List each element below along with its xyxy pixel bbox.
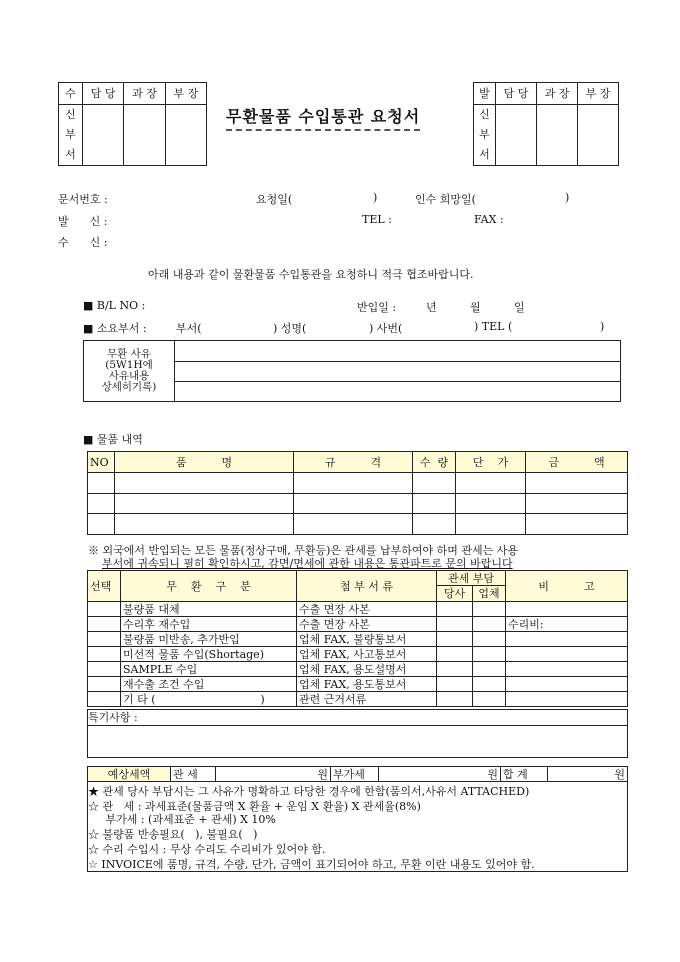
col-manager: 과 장 bbox=[537, 83, 578, 105]
type-cell: 불량품 미반송, 추가반입 bbox=[121, 632, 297, 647]
remark-cell[interactable] bbox=[506, 632, 628, 647]
paren: ) bbox=[565, 191, 570, 204]
select-cell[interactable] bbox=[88, 647, 121, 662]
sign-cell[interactable] bbox=[537, 105, 578, 166]
notice-line-1: ※ 외국에서 반입되는 모든 물품(정상구매, 무환등)은 관세를 납부하여야 하며 관세는 사용 bbox=[88, 544, 518, 557]
select-cell[interactable] bbox=[88, 677, 121, 692]
cell[interactable] bbox=[115, 494, 294, 514]
reason-line[interactable] bbox=[175, 341, 621, 362]
select-cell[interactable] bbox=[88, 632, 121, 647]
docs-cell: 업체 FAX, 사고통보서 bbox=[297, 647, 437, 662]
duty-label: 관 세 bbox=[171, 767, 216, 782]
sign-cell[interactable] bbox=[578, 105, 619, 166]
cell[interactable] bbox=[88, 514, 115, 535]
name-field-label: ) 성명( bbox=[273, 322, 307, 335]
receiver-label: 수 신 : bbox=[58, 236, 108, 249]
type-cell: 재수출 조건 수입 bbox=[121, 677, 297, 692]
special-notes-box[interactable] bbox=[87, 709, 628, 758]
cell[interactable] bbox=[115, 473, 294, 494]
notes-box bbox=[87, 781, 628, 872]
duty-ours-cell[interactable] bbox=[437, 647, 473, 662]
sign-cell[interactable] bbox=[165, 105, 206, 166]
table-row bbox=[88, 602, 628, 617]
vat-label: 부가세 bbox=[331, 767, 379, 782]
bl-no-label: ■ B/L NO : bbox=[83, 299, 146, 312]
note-line: ★ 관세 당사 부담시는 그 사유가 명확하고 타당한 경우에 한함(품의서,사유서 ATTACHED) bbox=[88, 785, 530, 798]
items-heading: ■ 물품 내역 bbox=[83, 433, 143, 446]
col-amount: 금 액 bbox=[526, 452, 628, 473]
sender-label: 발 신 : bbox=[58, 215, 108, 228]
table-row bbox=[88, 677, 628, 692]
reason-line[interactable] bbox=[175, 362, 621, 382]
col-director: 부 장 bbox=[165, 83, 206, 105]
duty-vendor-cell[interactable] bbox=[473, 617, 506, 632]
cell[interactable] bbox=[294, 514, 413, 535]
col-staff: 담 당 bbox=[496, 83, 537, 105]
note-line: ☆ 수리 수입시 : 무상 수리도 수리비가 있어야 함. bbox=[88, 843, 326, 856]
desired-date-label: 인수 희망일( bbox=[415, 193, 476, 206]
col-duty: 관세 부담 bbox=[437, 571, 506, 586]
reason-box bbox=[83, 340, 621, 402]
duty-ours-cell[interactable] bbox=[437, 692, 473, 707]
reason-line[interactable] bbox=[175, 382, 621, 402]
select-cell[interactable] bbox=[88, 662, 121, 677]
type-cell: SAMPLE 수입 bbox=[121, 662, 297, 677]
approval-box-receiver bbox=[58, 82, 207, 166]
month-label: 월 bbox=[470, 301, 481, 314]
duty-vendor-cell[interactable] bbox=[473, 677, 506, 692]
duty-ours-cell[interactable] bbox=[437, 602, 473, 617]
cell[interactable] bbox=[115, 514, 294, 535]
page-title: 무환물품 수입통관 요청서 bbox=[226, 104, 420, 131]
intro-text: 아래 내용과 같이 물환물품 수입통관을 요청하니 적극 협조바랍니다. bbox=[148, 268, 474, 281]
col-remark: 비 고 bbox=[506, 571, 628, 602]
reason-label: 무환 사유 (5W1H에 사유내용 상세히기록) bbox=[84, 341, 175, 402]
remark-cell[interactable]: 수리비: bbox=[506, 617, 628, 632]
col-type: 무 환 구 분 bbox=[121, 571, 297, 602]
col-duty-ours: 당사 bbox=[437, 586, 473, 602]
docs-cell: 관련 근거서류 bbox=[297, 692, 437, 707]
duty-ours-cell[interactable] bbox=[437, 632, 473, 647]
total-label: 합 계 bbox=[501, 767, 548, 782]
side-label: 신 부 서 bbox=[59, 105, 83, 166]
table-row bbox=[88, 632, 628, 647]
type-cell: 불량품 대체 bbox=[121, 602, 297, 617]
approval-box-sender bbox=[473, 82, 619, 166]
docs-cell: 수출 면장 사본 bbox=[297, 602, 437, 617]
select-cell[interactable] bbox=[88, 602, 121, 617]
sign-cell[interactable] bbox=[124, 105, 165, 166]
duty-ours-cell[interactable] bbox=[437, 617, 473, 632]
items-table bbox=[87, 451, 628, 535]
cell[interactable] bbox=[456, 514, 526, 535]
dept-tel-label: ) TEL ( bbox=[474, 320, 513, 333]
dept-field-label: 부서( bbox=[176, 322, 202, 335]
col-qty: 수 량 bbox=[413, 452, 456, 473]
col-price: 단 가 bbox=[456, 452, 526, 473]
remark-cell[interactable] bbox=[506, 692, 628, 707]
docs-cell: 업체 FAX, 용도통보서 bbox=[297, 677, 437, 692]
doc-no-label: 문서번호 : bbox=[58, 193, 108, 206]
duty-value[interactable]: 원 bbox=[216, 767, 331, 782]
col-duty-vendor: 업체 bbox=[473, 586, 506, 602]
import-type-table bbox=[87, 570, 628, 707]
special-notes-label: 특기사항 : bbox=[88, 710, 627, 726]
col-director: 부 장 bbox=[578, 83, 619, 105]
docs-cell: 수출 면장 사본 bbox=[297, 617, 437, 632]
remark-cell[interactable] bbox=[506, 677, 628, 692]
cell[interactable] bbox=[88, 494, 115, 514]
table-row bbox=[88, 662, 628, 677]
note-line: ☆ 관 세 : 과세표준(물품금액 X 환율 + 운임 X 환율) X 관세율(8%) bbox=[88, 800, 421, 813]
note-line: ☆ INVOICE에 품명, 규격, 수량, 단가, 금액이 표기되어야 하고, 무환 이란 내용도 있어야 함. bbox=[88, 858, 535, 871]
col-docs: 첨 부 서 류 bbox=[297, 571, 437, 602]
table-row bbox=[88, 514, 628, 535]
col-select: 선택 bbox=[88, 571, 121, 602]
cell[interactable] bbox=[88, 473, 115, 494]
remark-cell[interactable] bbox=[506, 647, 628, 662]
type-cell: 기 타 ( ) bbox=[121, 692, 297, 707]
col-manager: 과 장 bbox=[124, 83, 165, 105]
paren: ) bbox=[600, 320, 605, 333]
docs-cell: 업체 FAX, 용도설명서 bbox=[297, 662, 437, 677]
duty-vendor-cell[interactable] bbox=[473, 692, 506, 707]
year-label: 년 bbox=[426, 301, 437, 314]
type-cell: 미선적 물품 수입(Shortage) bbox=[121, 647, 297, 662]
cell[interactable] bbox=[526, 494, 628, 514]
duty-ours-cell[interactable] bbox=[437, 662, 473, 677]
tax-estimate-row bbox=[87, 766, 628, 782]
tax-estimate-label: 예상세액 bbox=[88, 767, 171, 782]
cell[interactable] bbox=[413, 514, 456, 535]
table-row bbox=[88, 494, 628, 514]
table-row bbox=[88, 617, 628, 632]
table-row bbox=[88, 473, 628, 494]
sign-cell[interactable] bbox=[83, 105, 124, 166]
duty-ours-cell[interactable] bbox=[437, 677, 473, 692]
fax-label: FAX : bbox=[474, 213, 504, 226]
col-no: NO bbox=[88, 452, 115, 473]
cell[interactable] bbox=[456, 473, 526, 494]
notice-line-2: 부서에 귀속되니 필히 확인하시고, 감면/면세에 관한 내용은 통관파트로 문의 바랍니다 bbox=[102, 557, 513, 570]
duty-vendor-cell[interactable] bbox=[473, 662, 506, 677]
col-staff: 담 당 bbox=[83, 83, 124, 105]
cell[interactable] bbox=[294, 473, 413, 494]
cell[interactable] bbox=[526, 473, 628, 494]
note-line: 부가세 : (과세표준 + 관세) X 10% bbox=[88, 813, 276, 826]
duty-vendor-cell[interactable] bbox=[473, 632, 506, 647]
select-cell[interactable] bbox=[88, 617, 121, 632]
side-label: 수 bbox=[59, 83, 83, 105]
note-line: ☆ 불량품 반송필요( ), 불필요( ) bbox=[88, 828, 258, 841]
paren: ) bbox=[373, 191, 378, 204]
remark-cell[interactable] bbox=[506, 662, 628, 677]
cell[interactable] bbox=[413, 473, 456, 494]
table-row bbox=[88, 692, 628, 707]
cell[interactable] bbox=[294, 494, 413, 514]
dept-label: ■ 소요부서 : bbox=[83, 322, 147, 335]
cell[interactable] bbox=[526, 514, 628, 535]
duty-vendor-cell[interactable] bbox=[473, 602, 506, 617]
cell[interactable] bbox=[413, 494, 456, 514]
day-label: 일 bbox=[514, 301, 525, 314]
duty-vendor-cell[interactable] bbox=[473, 647, 506, 662]
col-spec: 규 격 bbox=[294, 452, 413, 473]
select-cell[interactable] bbox=[88, 692, 121, 707]
side-label: 신 부 서 bbox=[474, 105, 496, 166]
table-row bbox=[88, 647, 628, 662]
cell[interactable] bbox=[456, 494, 526, 514]
in-date-label: 반입일 : bbox=[357, 301, 397, 314]
total-value[interactable]: 원 bbox=[548, 767, 628, 782]
col-name: 품 명 bbox=[115, 452, 294, 473]
request-date-label: 요청일( bbox=[256, 193, 293, 206]
type-cell: 수리후 재수입 bbox=[121, 617, 297, 632]
remark-cell[interactable] bbox=[506, 602, 628, 617]
emp-no-label: ) 사번( bbox=[369, 322, 403, 335]
docs-cell: 업체 FAX, 불량통보서 bbox=[297, 632, 437, 647]
vat-value[interactable]: 원 bbox=[379, 767, 501, 782]
side-label: 발 bbox=[474, 83, 496, 105]
tel-label: TEL : bbox=[362, 213, 392, 226]
sign-cell[interactable] bbox=[496, 105, 537, 166]
